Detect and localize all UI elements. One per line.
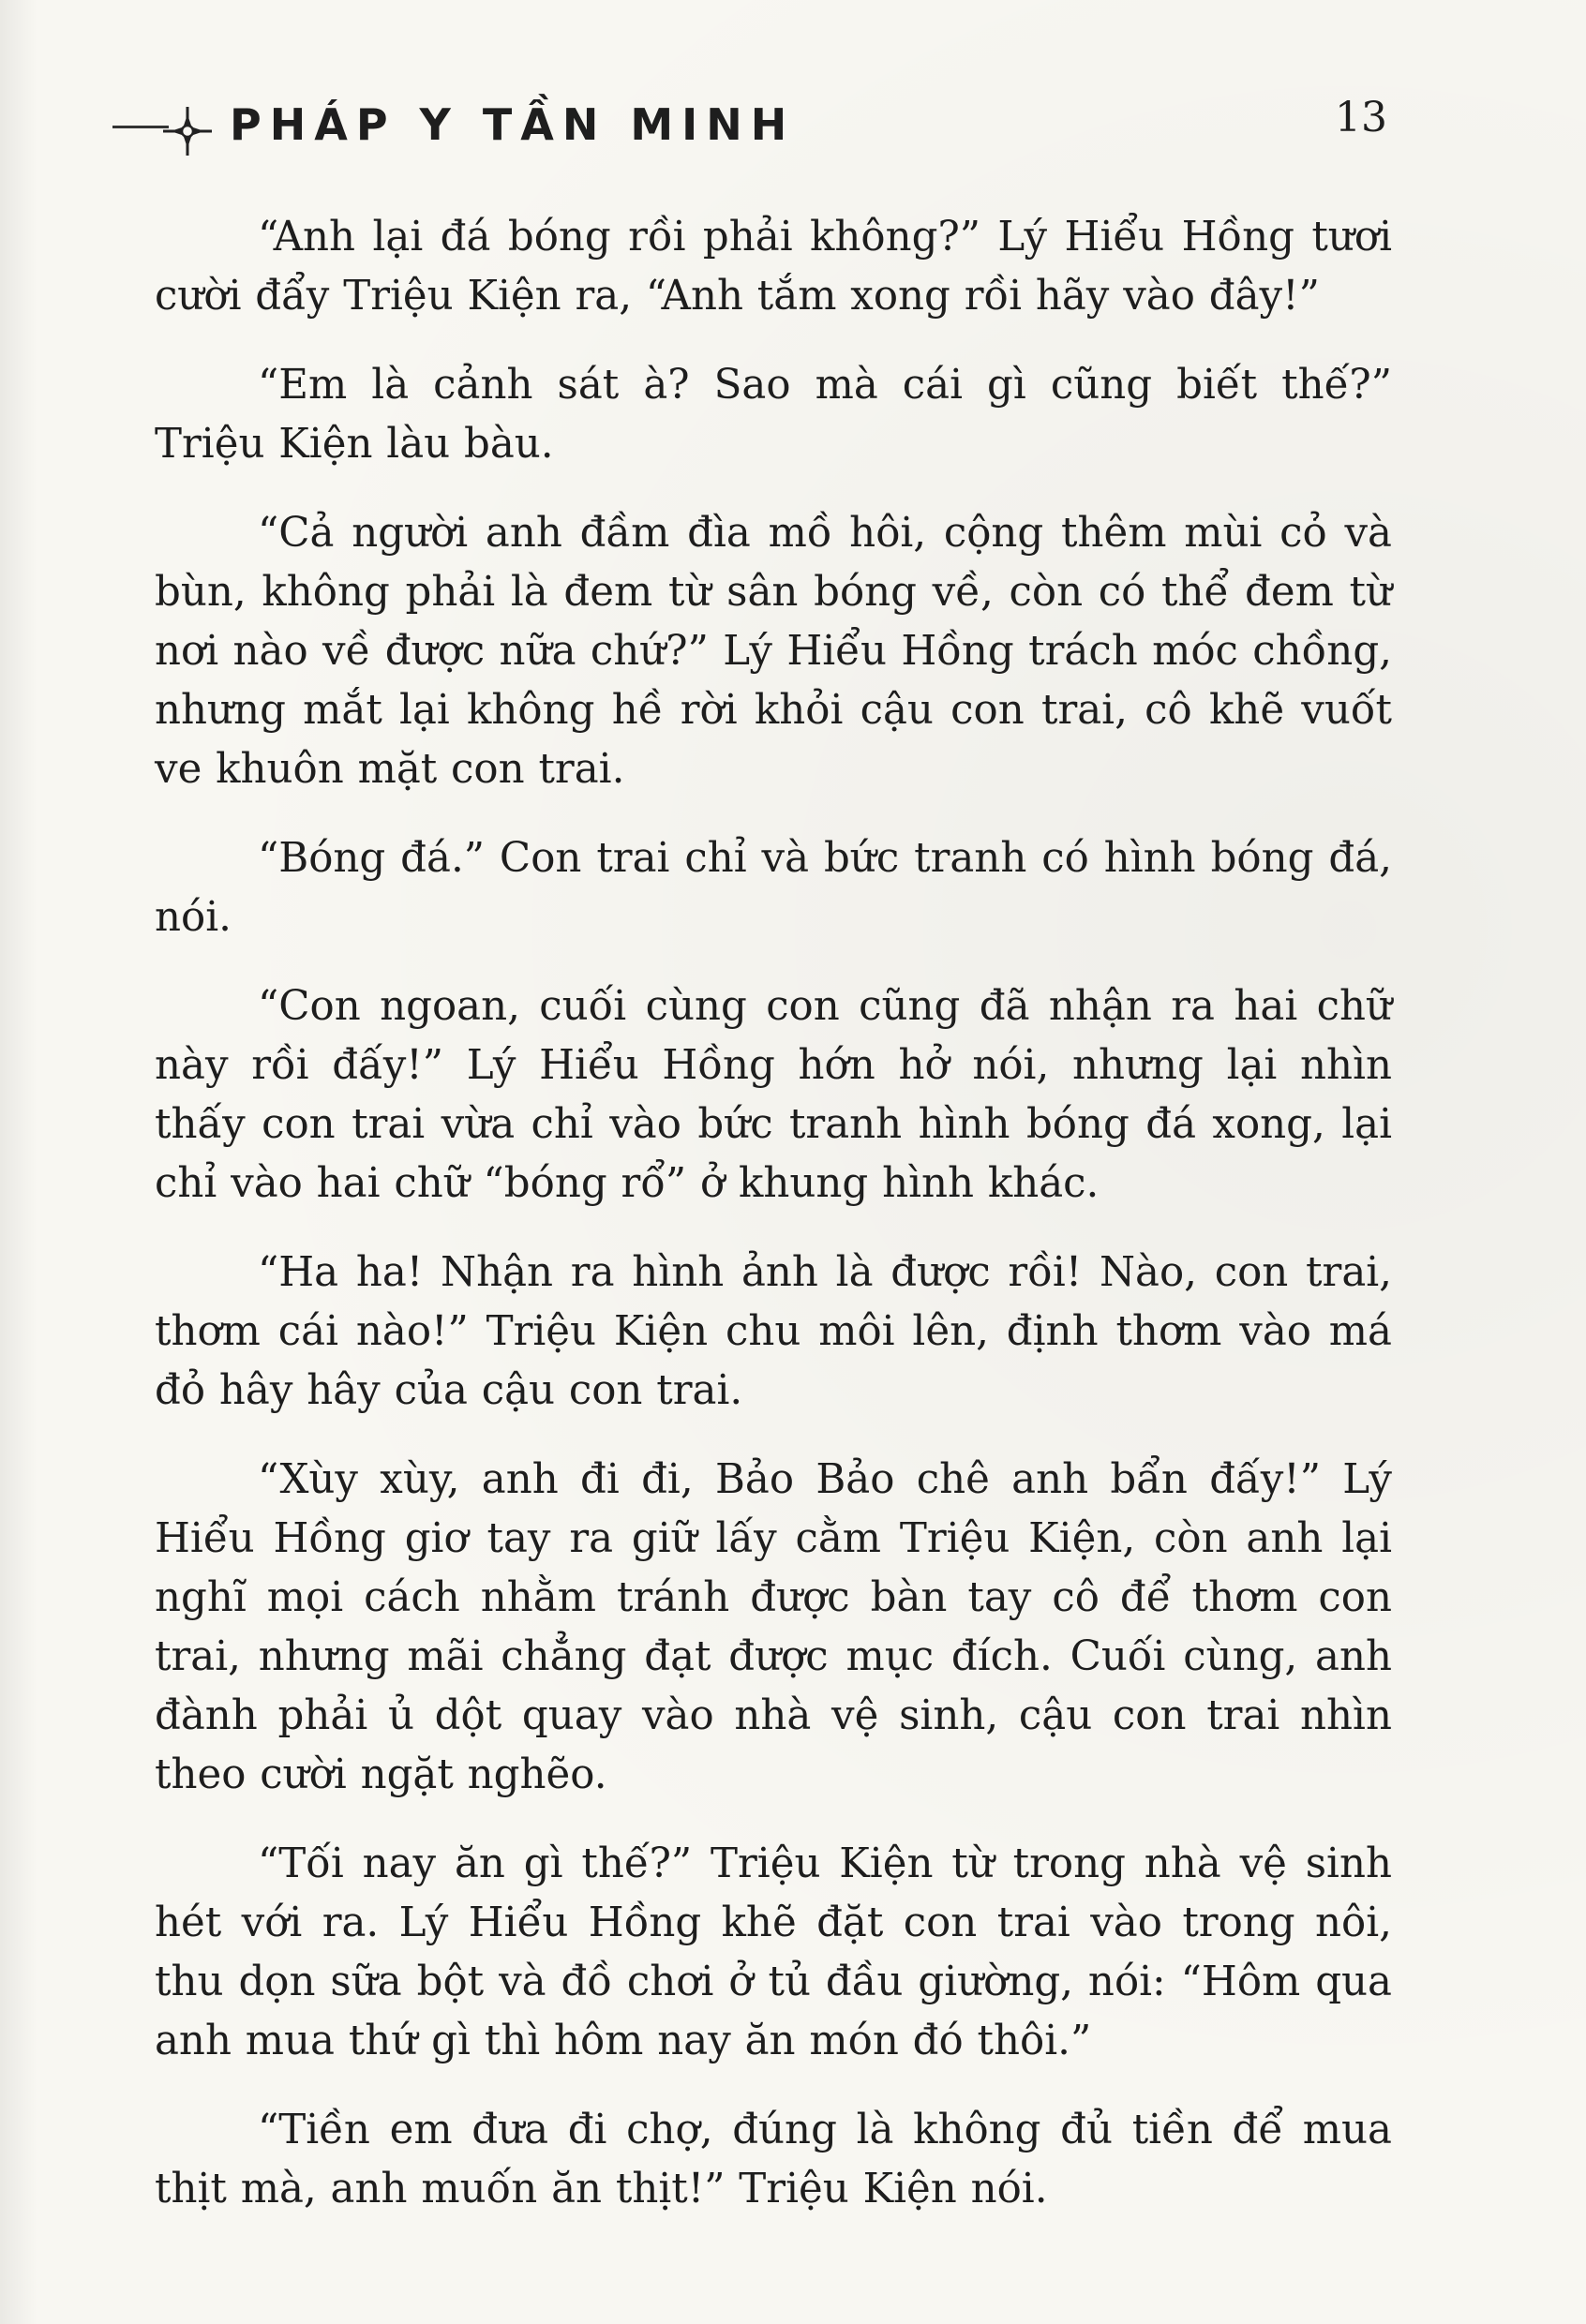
paragraph: “Tối nay ăn gì thế?” Triệu Kiện từ trong nhà vệ sinh hét với ra. Lý Hiểu Hồng khẽ đặt con trai vào trong nôi, thu dọn sữa bột và đồ chơi ở tủ đầu giường, nói: “Hôm qua anh mua thứ gì thì hôm nay ăn món đó thôi.” bbox=[155, 1840, 1392, 2064]
compass-star-icon bbox=[159, 103, 216, 159]
running-header bbox=[112, 94, 1387, 159]
paragraph: “Cả người anh đầm đìa mồ hôi, cộng thêm mùi cỏ và bùn, không phải là đem từ sân bóng về, còn có thể đem từ nơi nào về được nữa chứ?” Lý Hiểu Hồng trách móc chồng, nhưng mắt lại không hề rời khỏi cậu con trai, cô khẽ vuốt ve khuôn mặt con trai. bbox=[155, 510, 1392, 793]
body-text bbox=[155, 208, 1392, 2219]
paragraph: “Xùy xùy, anh đi đi, Bảo Bảo chê anh bẩn đấy!” Lý Hiểu Hồng giơ tay ra giữ lấy cằm Triệu Kiện, còn anh lại nghĩ mọi cách nhằm tránh được bàn tay cô để thơm con trai, nhưng mãi chẳng đạt được mục đích. Cuối cùng, anh đành phải ủ dột quay vào nhà vệ sinh, cậu con trai nhìn theo cười ngặt nghẽo. bbox=[155, 1456, 1392, 1798]
page-number: 13 bbox=[1335, 94, 1387, 142]
paragraph: “Ha ha! Nhận ra hình ảnh là được rồi! Nào, con trai, thơm cái nào!” Triệu Kiện chu môi lên, định thơm vào má đỏ hây hây của cậu con trai. bbox=[155, 1249, 1392, 1414]
running-title: PHÁP Y TẦN MINH bbox=[230, 99, 796, 150]
paragraph: “Em là cảnh sát à? Sao mà cái gì cũng biết thế?” Triệu Kiện làu bàu. bbox=[155, 362, 1392, 468]
paragraph: “Tiền em đưa đi chợ, đúng là không đủ tiền để mua thịt mà, anh muốn ăn thịt!” Triệu Kiện nói. bbox=[155, 2107, 1392, 2212]
paragraph: “Bóng đá.” Con trai chỉ và bức tranh có hình bóng đá, nói. bbox=[155, 835, 1392, 941]
paragraph: “Anh lại đá bóng rồi phải không?” Lý Hiểu Hồng tươi cười đẩy Triệu Kiện ra, “Anh tắm xong rồi hãy vào đây!” bbox=[155, 214, 1392, 320]
paragraph: “Con ngoan, cuối cùng con cũng đã nhận ra hai chữ này rồi đấy!” Lý Hiểu Hồng hớn hở nói, nhưng lại nhìn thấy con trai vừa chỉ vào bức tranh hình bóng đá xong, lại chỉ vào hai chữ “bóng rổ” ở khung hình khác. bbox=[155, 983, 1392, 1207]
